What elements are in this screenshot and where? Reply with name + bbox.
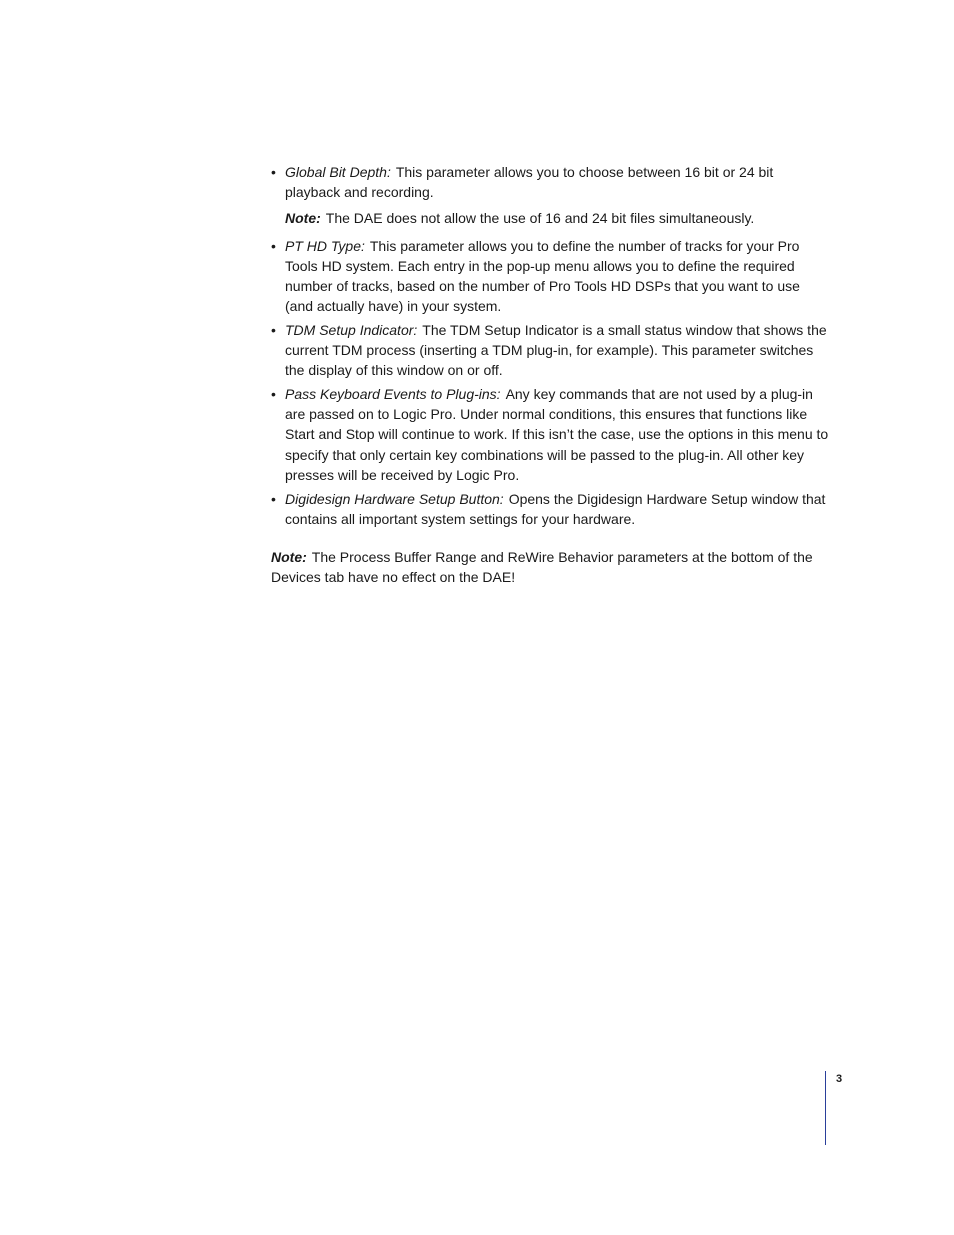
list-item-tdm-setup-indicator [271,320,831,381]
note-label: Note: [285,210,321,227]
document-body [271,162,831,587]
closing-note [271,547,831,587]
parameter-description: The TDM Setup Indicator is a small status window that shows the current TDM process (inserting a TDM plug-in, for example). This parameter switches the display of this window on or off. [285,321,827,379]
bullet-icon: • [271,321,276,338]
note-label: Note: [271,548,307,565]
parameter-term: TDM Setup Indicator: [285,321,418,338]
page-margin-rule [825,1071,826,1145]
bullet-icon: • [271,237,276,254]
list-item-pass-keyboard-events [271,384,831,485]
parameter-description: Any key commands that are not used by a plug-in are passed on to Logic Pro. Under normal conditions, this ensures that functions like Start and Stop will continue to work. If this isn’t the case, use the options in this menu to specify that only certain key combinations will be passed to the plug-in. All other key presses will be received by Logic Pro. [285,386,829,483]
parameter-description: This parameter allows you to define the number of tracks for your Pro Tools HD system. Each entry in the pop-up menu allows you to define the required number of tracks, based on the number of Pro Tools HD DSPs that you want to use (and actually have) in your system. [285,237,800,315]
page-number: 3 [836,1073,843,1085]
bullet-icon: • [271,490,276,507]
parameter-description: Opens the Digidesign Hardware Setup window that contains all important system settings for your hardware. [285,490,826,527]
list-item-global-bit-depth [271,162,831,229]
parameter-term: Digidesign Hardware Setup Button: [285,490,504,507]
parameter-list [271,162,831,529]
parameter-term: Global Bit Depth: [285,164,391,180]
inline-note [285,208,831,228]
note-text: The Process Buffer Range and ReWire Behavior parameters at the bottom of the Devices tab have no effect on the DAE! [271,548,813,586]
list-item-pt-hd-type [271,236,831,317]
parameter-description: This parameter allows you to choose between 16 bit or 24 bit playback and recording. [285,164,774,201]
parameter-term: Pass Keyboard Events to Plug-ins: [285,386,501,403]
parameter-term: PT HD Type: [285,237,365,254]
bullet-icon: • [271,386,276,403]
bullet-icon: • [271,164,276,180]
list-item-digidesign-hardware-setup [271,489,831,529]
note-text: The DAE does not allow the use of 16 and 24 bit files simultaneously. [325,210,755,227]
